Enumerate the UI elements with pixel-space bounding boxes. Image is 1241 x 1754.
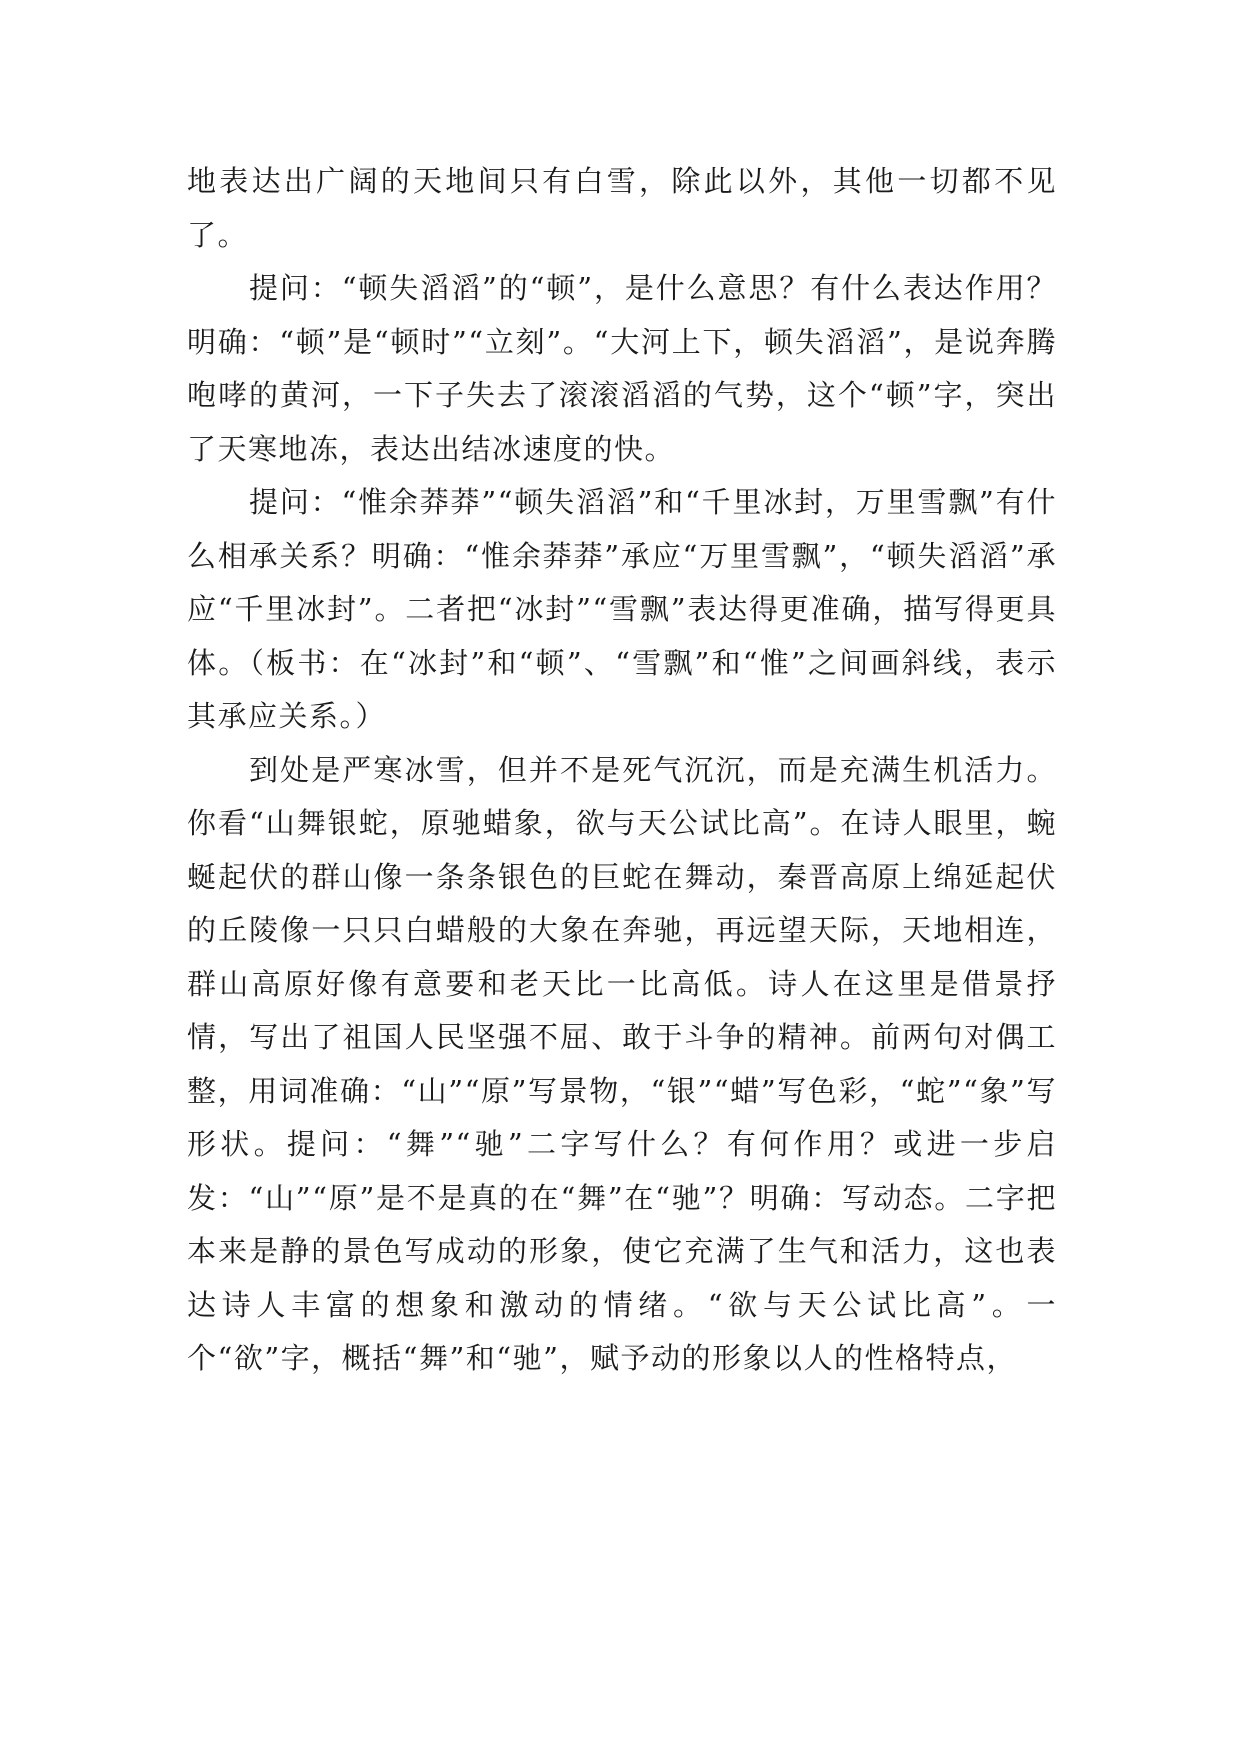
paragraph-question-dun: 提问：“顿失滔滔”的“顿”，是什么意思？有什么表达作用？明确：“顿”是“顿时”“立刻”。“大河上下，顿失滔滔”，是说奔腾咆哮的黄河，一下子失去了滚滚滔滔的气势，这个“顿”字，突出了天寒地冻，表达出结冰速度的快。: [187, 271, 1057, 466]
paragraph-question-relation: 提问：“惟余莽莽”“顿失滔滔”和“千里冰封，万里雪飘”有什么相承关系？明确：“惟余莽莽”承应“万里雪飘”，“顿失滔滔”承应“千里冰封”。二者把“冰封”“雪飘”表达得更准确，描写得更具体。（板书：在“冰封”和“顿”、“雪飘”和“惟”之间画斜线，表示其承应关系。）: [187, 485, 1057, 733]
document-body: [187, 155, 1057, 1386]
paragraph-landscape-analysis: 到处是严寒冰雪，但并不是死气沉沉，而是充满生机活力。你看“山舞银蛇，原驰蜡象，欲与天公试比高”。在诗人眼里，蜿蜒起伏的群山像一条条银色的巨蛇在舞动，秦晋高原上绵延起伏的丘陵像一只只白蜡般的大象在奔驰，再远望天际，天地相连，群山高原好像有意要和老天比一比高低。诗人在这里是借景抒情，写出了祖国人民坚强不屈、敢于斗争的精神。前两句对偶工整，用词准确：“山”“原”写景物，“银”“蜡”写色彩，“蛇”“象”写形状。提问：“舞”“驰”二字写什么？有何作用？或进一步启发：“山”“原”是不是真的在“舞”在“驰”？明确：写动态。二字把本来是静的景色写成动的形象，使它充满了生气和活力，这也表达诗人丰富的想象和激动的情绪。“欲与天公试比高”。一个“欲”字，概括“舞”和“驰”，赋予动的形象以人的性格特点，: [187, 752, 1057, 1375]
paragraph-continuation: 地表达出广阔的天地间只有白雪，除此以外，其他一切都不见了。: [187, 164, 1057, 252]
